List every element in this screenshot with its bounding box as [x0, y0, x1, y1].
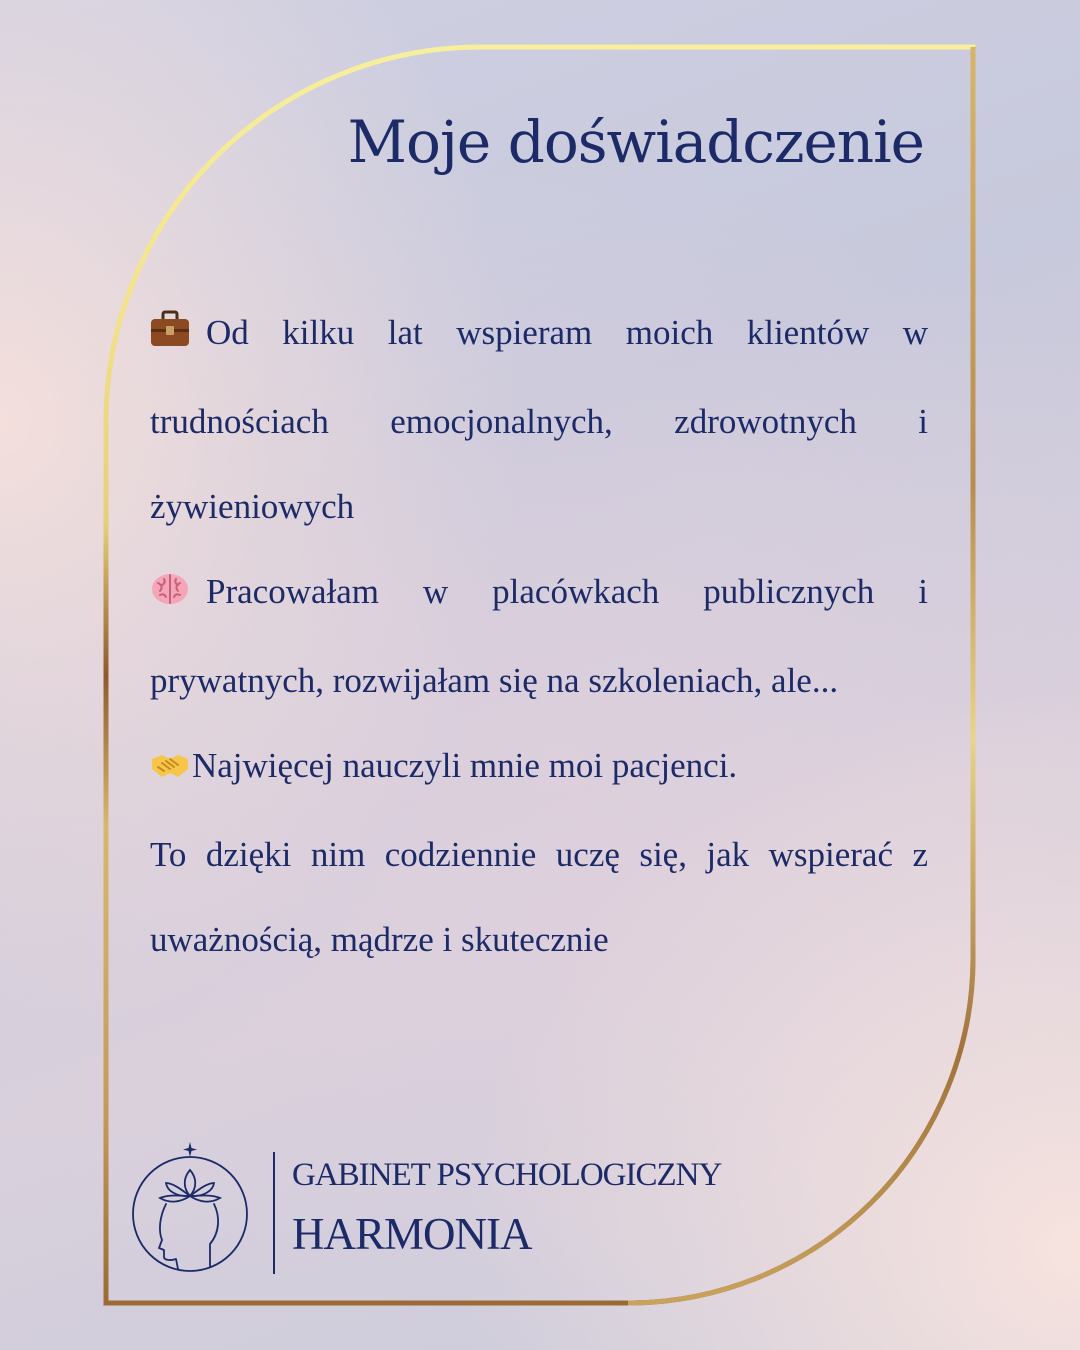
experience-text	[150, 290, 928, 982]
logo-divider	[273, 1152, 275, 1274]
paragraph-learning	[150, 812, 928, 982]
brain-icon	[150, 553, 190, 638]
briefcase-icon	[150, 294, 190, 379]
paragraph-text: Pracowałam w placówkach publicznych i prywatnych, rozwijałam się na szkoleniach, ale...	[150, 572, 928, 700]
paragraph-patients	[150, 723, 928, 812]
paragraph-text: Najwięcej nauczyli mnie moi pacjenci.	[192, 746, 738, 785]
paragraph-workplaces	[150, 549, 928, 723]
paragraph-experience	[150, 290, 928, 549]
paragraph-text: To dzięki nim codziennie uczę się, jak wspierać z uważnością, mądrze i skutecznie	[150, 835, 928, 959]
brand-subtitle: GABINET PSYCHOLOGICZNY	[292, 1157, 722, 1193]
brand-name: HARMONIA	[292, 1209, 532, 1259]
paragraph-text: Od kilku lat wspieram moich klientów w trudnościach emocjonalnych, zdrowotnych i żywieniowych	[150, 313, 928, 526]
handshake-icon	[150, 727, 190, 812]
page-title: Moje doświadczenie	[347, 108, 924, 176]
lotus-head-icon	[126, 1140, 254, 1272]
